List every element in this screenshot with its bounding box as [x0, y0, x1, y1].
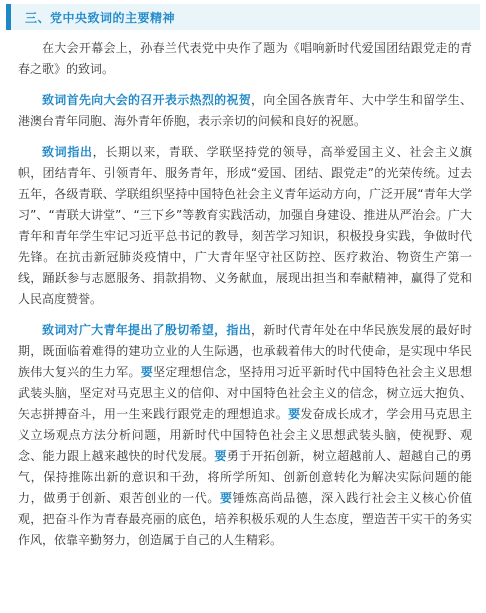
emphasis-yao: 要	[140, 365, 154, 379]
emphasis-yao: 要	[220, 491, 233, 505]
paragraph-text: 锤炼高尚品德，深入践行社会主义核心价值观，把奋斗作为青春最亮丽的底色，培养积极乐观的人生态度，塑造苦干实干的务实作风，依靠辛勤努力，创造属于自己的人生精彩。	[18, 491, 472, 547]
highlight-lead: 致词首先向大会的召开表示热烈的祝贺	[42, 93, 251, 107]
section-header	[6, 4, 480, 30]
article-body	[18, 38, 472, 561]
paragraph-text: ，向全国各族青年、大中学生和留学生、港澳台青年同胞、海外青年侨胞，表示亲切的问候和良好的祝愿。	[18, 93, 472, 128]
paragraph-text: 勇于开拓创新，树立超越前人、超越自己的勇气，保持推陈出新的意识和干劲，将所学所知、创新创意转化为解决实际问题的能力，做勇于创新、艰苦创业的一代。	[18, 449, 472, 505]
highlight-lead: 致词指出	[42, 145, 93, 159]
highlight-lead: 致词对广大青年提出了殷切希望，指出	[42, 323, 251, 337]
section-title: 三、党中央致词的主要精神	[25, 11, 176, 25]
paragraph-text: 发奋成长成才，学会用马克思主义立场观点方法分析问题，用新时代中国特色社会主义思想武装头脑，使视野、观念、能力跟上越来越快的时代发展。	[18, 407, 472, 463]
paragraph-congratulations	[18, 90, 472, 132]
paragraph-text: ，新时代青年处在中华民族发展的最好时期，既面临着难得的建功立业的人生际遇，也承载着伟大的时代使命，是实现中华民族伟大复兴的生力军。	[18, 323, 472, 379]
paragraph-hopes	[18, 320, 472, 551]
paragraph-achievements	[18, 142, 472, 310]
paragraph-text: ，长期以来，青联、学联坚持党的领导，高举爱国主义、社会主义旗帜，团结青年、引领青年、服务青年，形成“爱国、团结、跟党走”的光荣传统。过去五年，各级青联、学联组织坚持中国特色社会主义青年运动方向，广泛开展“青年大学习”、“青联大讲堂”、“三下乡”等教育实践活动，加强自身建设、推进从严治会。广大青年和青年学生牢记习近平总书记的教导，刻苦学习知识，积极投身实践，争做时代先锋。在抗击新冠肺炎疫情中，广大青年坚守社区防控、医疗救治、物资生产第一线，踊跃参与志愿服务、捐款捐物、义务献血，展现出担当和奉献精神，赢得了党和人民高度赞誉。	[18, 145, 472, 306]
emphasis-yao: 要	[288, 407, 301, 421]
paragraph-text: 坚定理想信念，坚持用习近平新时代中国特色社会主义思想武装头脑，坚定对马克思主义的信仰、对中国特色社会主义的信念，树立远大抱负、矢志拼搏奋斗，用一生来践行跟党走的理想追求。	[18, 365, 472, 421]
paragraph-intro	[18, 38, 472, 80]
emphasis-yao: 要	[214, 449, 227, 463]
intro-text: 在大会开幕会上，孙春兰代表党中央作了题为《唱响新时代爱国团结跟党走的青春之歌》的致词。	[18, 41, 472, 76]
